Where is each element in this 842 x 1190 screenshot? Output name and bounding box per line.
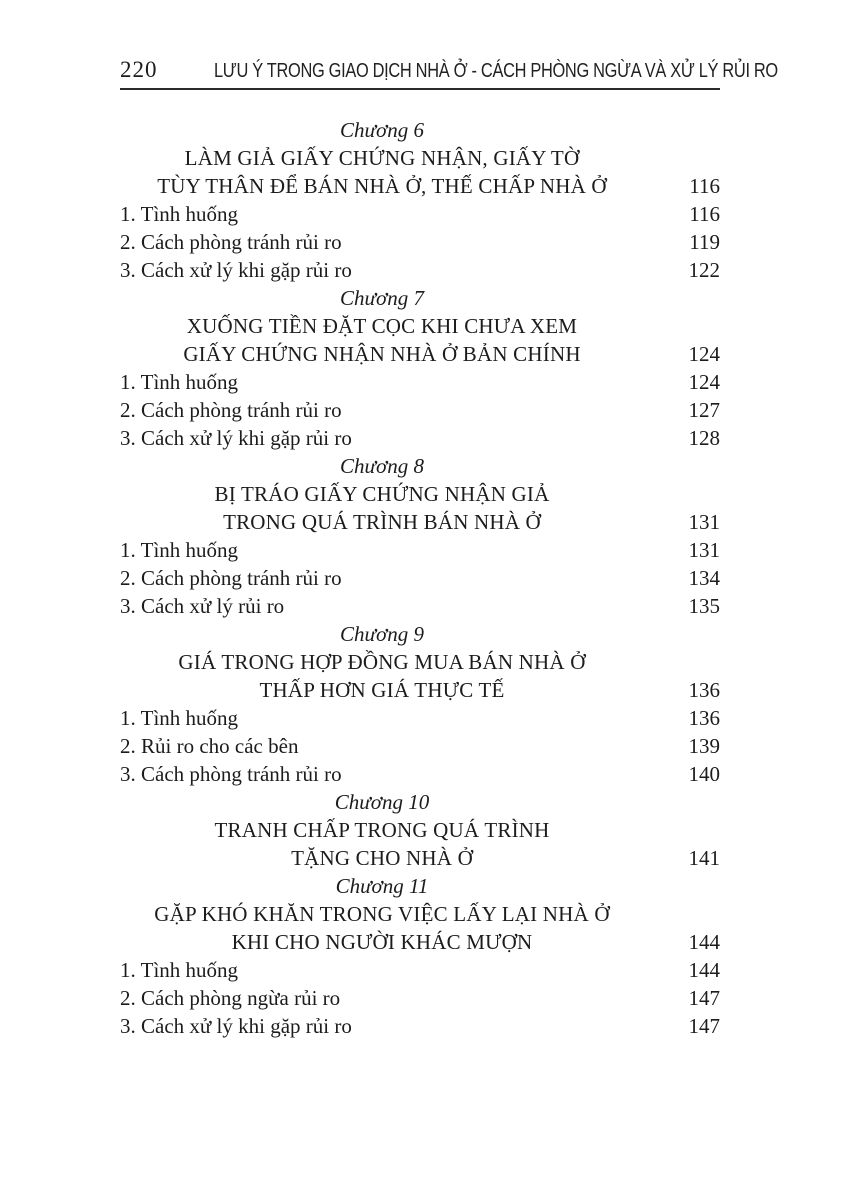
- entry-page-number: 139: [688, 734, 720, 758]
- entry-page-number: 119: [689, 230, 720, 254]
- chapter-title-line: XUỐNG TIỀN ĐẶT CỌC KHI CHƯA XEM: [186, 314, 578, 338]
- chapter-title-line: TRANH CHẤP TRONG QUÁ TRÌNH: [214, 818, 550, 842]
- chapter-label: Chương 8: [340, 454, 424, 478]
- chapter-title-line: BỊ TRÁO GIẤY CHỨNG NHẬN GIẢ: [214, 482, 550, 506]
- running-title: LƯU Ý TRONG GIAO DỊCH NHÀ Ở - CÁCH PHÒNG NGỪA VÀ XỬ LÝ RỦI RO: [213, 59, 778, 82]
- table-of-contents: [120, 116, 720, 1040]
- toc-row: [120, 144, 720, 172]
- chapter-entry: [120, 116, 720, 284]
- book-page: [120, 0, 778, 1040]
- chapter-title-line: GIẤY CHỨNG NHẬN NHÀ Ở BẢN CHÍNH: [183, 342, 581, 366]
- chapter-title-line: THẤP HƠN GIÁ THỰC TẾ: [259, 678, 505, 702]
- entry-page-number: 124: [688, 342, 720, 366]
- toc-row: [120, 396, 720, 424]
- entry-page-number: 134: [688, 566, 720, 590]
- toc-row: [120, 284, 720, 312]
- chapter-label: Chương 9: [340, 622, 424, 646]
- chapter-label: Chương 7: [340, 286, 424, 310]
- chapter-entry: [120, 284, 720, 452]
- toc-row: [120, 1012, 720, 1040]
- toc-row: [120, 536, 720, 564]
- toc-item-label: 3. Cách xử lý khi gặp rủi ro: [120, 1014, 352, 1038]
- entry-page-number: 136: [688, 706, 720, 730]
- entry-page-number: 136: [688, 678, 720, 702]
- entry-page-number: 144: [688, 930, 720, 954]
- page-number: 220: [120, 57, 158, 82]
- toc-item-label: 1. Tình huống: [120, 706, 239, 730]
- toc-row: [120, 900, 720, 928]
- entry-page-number: 135: [688, 594, 720, 618]
- toc-row: [120, 116, 720, 144]
- toc-item-label: 1. Tình huống: [120, 370, 239, 394]
- toc-item-label: 2. Cách phòng tránh rủi ro: [120, 230, 342, 254]
- entry-page-number: 122: [688, 258, 720, 282]
- toc-row: [120, 760, 720, 788]
- toc-item-label: 2. Cách phòng tránh rủi ro: [120, 566, 342, 590]
- toc-row: [120, 312, 720, 340]
- toc-row: [120, 508, 720, 536]
- toc-row: [120, 704, 720, 732]
- toc-row: [120, 872, 720, 900]
- chapter-entry: [120, 620, 720, 788]
- chapter-title-line: TẶNG CHO NHÀ Ở: [291, 846, 473, 870]
- toc-row: [120, 648, 720, 676]
- chapter-entry: [120, 788, 720, 872]
- entry-page-number: 144: [688, 958, 720, 982]
- toc-row: [120, 172, 720, 200]
- entry-page-number: 140: [688, 762, 720, 786]
- toc-row: [120, 592, 720, 620]
- toc-row: [120, 368, 720, 396]
- chapter-title-line: GẶP KHÓ KHĂN TRONG VIỆC LẤY LẠI NHÀ Ở: [154, 902, 610, 926]
- entry-page-number: 127: [688, 398, 720, 422]
- toc-row: [120, 956, 720, 984]
- toc-row: [120, 732, 720, 760]
- toc-row: [120, 816, 720, 844]
- chapter-entry: [120, 452, 720, 620]
- toc-row: [120, 984, 720, 1012]
- toc-row: [120, 788, 720, 816]
- toc-row: [120, 228, 720, 256]
- entry-page-number: 128: [688, 426, 720, 450]
- chapter-label: Chương 11: [335, 874, 429, 898]
- toc-row: [120, 256, 720, 284]
- toc-item-label: 3. Cách phòng tránh rủi ro: [120, 762, 342, 786]
- toc-item-label: 3. Cách xử lý khi gặp rủi ro: [120, 258, 352, 282]
- chapter-title-line: KHI CHO NGƯỜI KHÁC MƯỢN: [231, 930, 533, 954]
- toc-item-label: 1. Tình huống: [120, 958, 239, 982]
- chapter-title-line: TRONG QUÁ TRÌNH BÁN NHÀ Ở: [223, 510, 541, 534]
- chapter-label: Chương 10: [334, 790, 430, 814]
- toc-row: [120, 452, 720, 480]
- toc-item-label: 3. Cách xử lý rủi ro: [120, 594, 285, 618]
- chapter-label: Chương 6: [340, 118, 424, 142]
- entry-page-number: 147: [688, 1014, 720, 1038]
- toc-row: [120, 676, 720, 704]
- entry-page-number: 141: [688, 846, 720, 870]
- chapter-title-line: TÙY THÂN ĐỂ BÁN NHÀ Ở, THẾ CHẤP NHÀ Ở: [157, 174, 607, 198]
- page-header: [120, 57, 778, 83]
- toc-item-label: 2. Rủi ro cho các bên: [120, 734, 299, 758]
- chapter-title-line: LÀM GIẢ GIẤY CHỨNG NHẬN, GIẤY TỜ: [184, 146, 580, 170]
- chapter-entry: [120, 872, 720, 1040]
- toc-item-label: 1. Tình huống: [120, 202, 239, 226]
- entry-page-number: 124: [688, 370, 720, 394]
- entry-page-number: 131: [688, 510, 720, 534]
- toc-row: [120, 844, 720, 872]
- entry-page-number: 116: [689, 174, 720, 198]
- chapter-title-line: GIÁ TRONG HỢP ĐỒNG MUA BÁN NHÀ Ở: [178, 650, 586, 674]
- entry-page-number: 116: [689, 202, 720, 226]
- toc-item-label: 1. Tình huống: [120, 538, 239, 562]
- header-rule: [120, 88, 720, 90]
- toc-item-label: 2. Cách phòng tránh rủi ro: [120, 398, 342, 422]
- toc-row: [120, 564, 720, 592]
- entry-page-number: 147: [688, 986, 720, 1010]
- toc-row: [120, 340, 720, 368]
- toc-row: [120, 480, 720, 508]
- toc-row: [120, 620, 720, 648]
- toc-row: [120, 424, 720, 452]
- entry-page-number: 131: [688, 538, 720, 562]
- toc-row: [120, 200, 720, 228]
- toc-item-label: 2. Cách phòng ngừa rủi ro: [120, 986, 341, 1010]
- toc-item-label: 3. Cách xử lý khi gặp rủi ro: [120, 426, 352, 450]
- toc-row: [120, 928, 720, 956]
